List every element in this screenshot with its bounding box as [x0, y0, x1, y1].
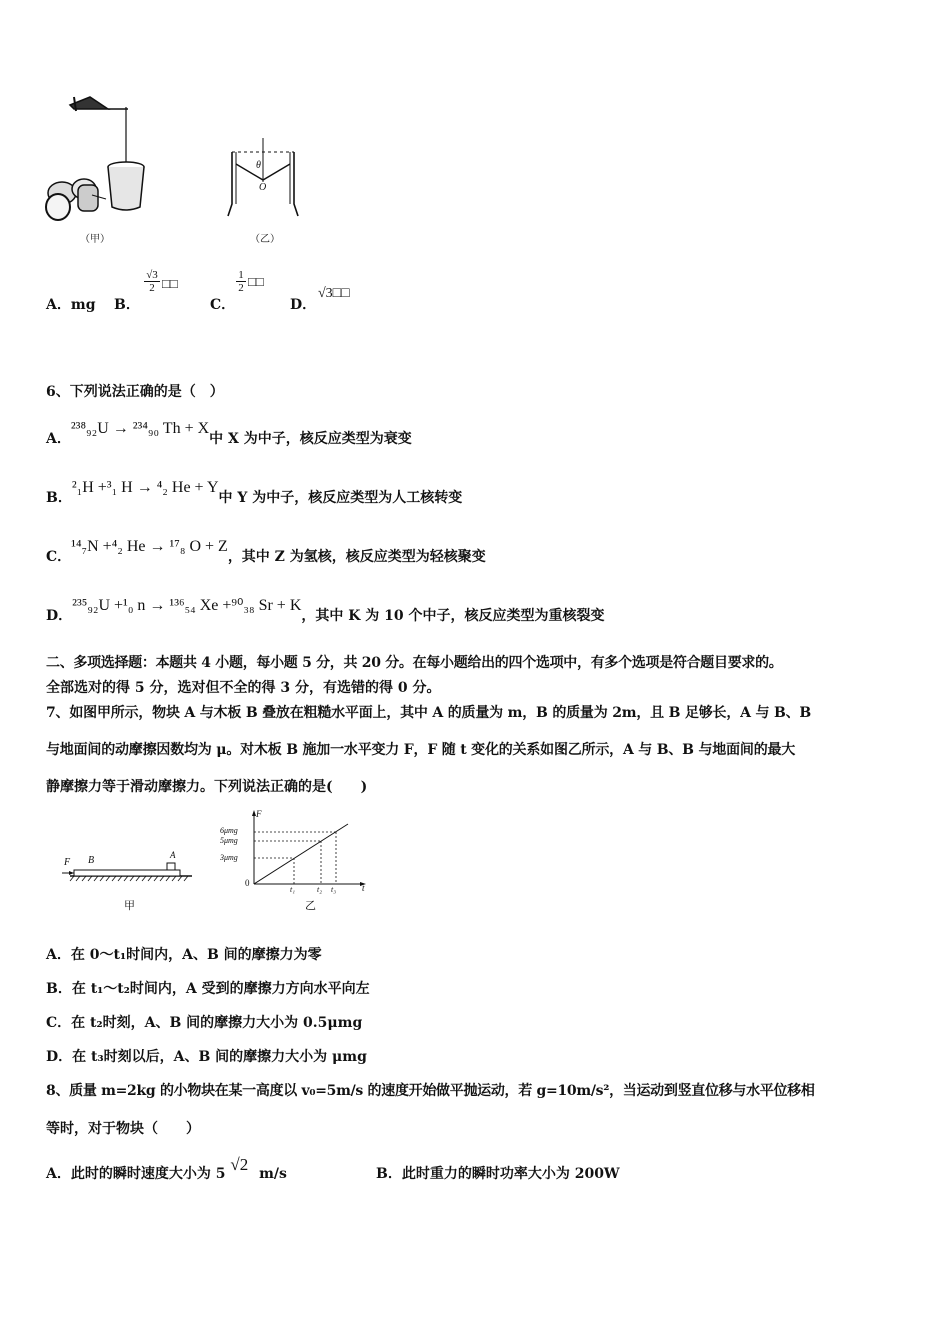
figure-yi-caption: （乙）: [250, 234, 280, 245]
figure-jia: [40, 95, 160, 225]
q5-option-a-label: A．: [46, 297, 71, 313]
q6-option-c-label: C．: [46, 549, 72, 565]
q7-block-label: A: [170, 850, 176, 860]
q6-option-a: [46, 420, 412, 448]
q5-option-b-tail: □□: [162, 276, 178, 291]
q7-fig-yi-caption: 乙: [305, 900, 316, 912]
q7-fig-jia-caption: 甲: [124, 900, 135, 912]
section2-line1: 二、多项选择题：本题共 4 小题，每小题 5 分，共 20 分。在每小题给出的四个选项中，有多个选项是符合题目要求的。: [46, 655, 783, 671]
q7-option-b: B．在 t₁～t₂时间内，A 受到的摩擦力方向水平向左: [46, 981, 370, 997]
figure-jia-caption: （甲）: [80, 234, 110, 245]
q6-option-d-equation: ²³⁵₉₂U +¹₀ n → ¹³⁶₅₄ Xe +⁹⁰₃₈ Sr + K: [72, 597, 302, 614]
q7-x-tick-t1: t₁: [290, 885, 296, 894]
q5-option-c-den: 2: [238, 282, 244, 294]
q8-option-b: B．此时重力的瞬时功率大小为 200W: [376, 1166, 620, 1182]
q6-option-c: [46, 538, 486, 566]
q5-option-d-label: D．: [290, 297, 317, 313]
q6-option-a-equation: ²³⁸₉₂U → ²³⁴₉₀ Th + X: [70, 420, 210, 437]
q6-option-d-label: D．: [46, 608, 73, 624]
q6-option-a-label: A．: [46, 431, 71, 447]
q8-line1: 8、质量 m=2kg 的小物块在某一高度以 v₀=5m/s 的速度开始做平抛运动，若 g=10m/s²，当运动到竖直位移与水平位移相: [46, 1083, 815, 1099]
q6-option-d: [46, 597, 605, 625]
q6-stem: 6、下列说法正确的是（ ）: [46, 384, 224, 400]
q6-option-c-equation: ¹⁴₇N +⁴₂ He → ¹⁷₈ O + Z: [71, 538, 228, 555]
q7-force-label: F: [64, 857, 71, 868]
q8-option-a-text: A．此时的瞬时速度大小为 5: [46, 1166, 226, 1182]
q7-line3: 静摩擦力等于滑动摩擦力。下列说法正确的是( ): [46, 779, 368, 795]
q5-option-b-den: 2: [149, 282, 155, 294]
o-label: O: [259, 182, 267, 193]
q6-option-d-text: ，其中 K 为 10 个中子，核反应类型为重核裂变: [301, 608, 605, 624]
q7-graph-x-label: t: [362, 883, 365, 893]
q5-option-c-frac: [236, 269, 246, 294]
q8-option-a: [46, 1155, 287, 1183]
q6-option-b-label: B．: [46, 490, 72, 506]
q8-option-a-root: √2: [230, 1155, 249, 1174]
q7-option-c: C．在 t₂时刻，A、B 间的摩擦力大小为 0.5μmg: [46, 1015, 363, 1031]
q5-option-c-label: C．: [210, 297, 236, 313]
q8-option-a-unit: m/s: [259, 1166, 287, 1182]
figure-yi: [222, 132, 304, 218]
q5-option-b-num: √3: [144, 269, 160, 282]
q7-graph-origin: 0: [245, 878, 250, 888]
q7-x-tick-t3: t₃: [331, 885, 337, 894]
q7-y-tick-6: 6μmg: [220, 826, 238, 835]
q6-option-c-text: ，其中 Z 为氢核，核反应类型为轻核聚变: [227, 549, 486, 565]
q7-option-d: D．在 t₃时刻以后，A、B 间的摩擦力大小为 μmg: [46, 1049, 367, 1065]
q7-figure-yi: [252, 808, 372, 896]
q7-line2: 与地面间的动摩擦因数均为 μ。对木板 B 施加一水平变力 F，F 随 t 变化的关系如图乙所示，A 与 B、B 与地面间的最大: [46, 742, 796, 758]
q5-option-d-text: √3□□: [318, 286, 350, 301]
section2-line2: 全部选对的得 5 分，选对但不全的得 3 分，有选错的得 0 分。: [46, 680, 441, 696]
q5-option-c-num: 1: [236, 269, 246, 282]
q5-option-c-tail: □□: [248, 274, 264, 289]
theta-label: θ: [256, 160, 261, 171]
q7-option-a: A．在 0～t₁时间内，A、B 间的摩擦力为零: [46, 947, 322, 963]
q7-board-label: B: [88, 855, 95, 866]
q5-option-a-text: mg: [70, 297, 96, 313]
q7-x-tick-t2: t₂: [317, 885, 323, 894]
q5-options: [46, 294, 95, 314]
q7-y-tick-5: 5μmg: [220, 836, 238, 845]
q6-option-b: [46, 479, 463, 507]
q7-graph-y-label: F: [256, 809, 262, 819]
q7-y-tick-3: 3μmg: [220, 853, 238, 862]
q6-option-b-text: 中 Y 为中子，核反应类型为人工核转变: [218, 490, 463, 506]
q6-option-b-equation: ²₁H +³₁ H → ⁴₂ He + Y: [71, 479, 219, 496]
q7-line1: 7、如图甲所示，物块 A 与木板 B 叠放在粗糙水平面上，其中 A 的质量为 m，B 的质量为 2m，且 B 足够长，A 与 B、B: [46, 705, 812, 721]
q7-graph-line: [254, 824, 348, 884]
q5-option-b-label: B．: [114, 297, 140, 313]
q5-option-b-frac: [144, 269, 160, 294]
q6-option-a-text: 中 X 为中子，核反应类型为衰变: [209, 431, 412, 447]
q8-line2: 等时，对于物块（ ）: [46, 1121, 200, 1137]
